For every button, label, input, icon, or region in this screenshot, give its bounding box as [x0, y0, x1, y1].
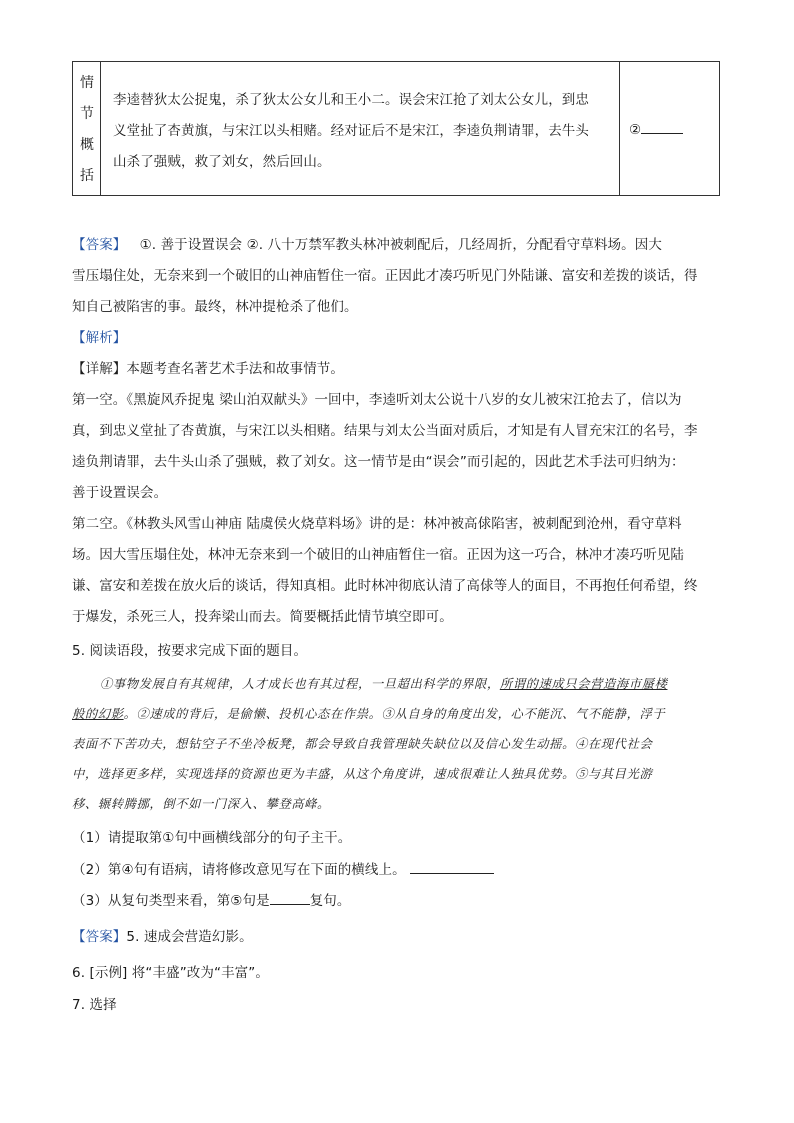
answer-item: 7. 选择	[72, 997, 117, 1013]
answer-text: 5. 速成会营造幻影。	[126, 929, 253, 945]
detail-line	[72, 360, 344, 378]
passage-line	[100, 676, 667, 692]
underlined-text: 所谓的速成只会营造海市蜃楼	[499, 677, 668, 691]
analysis-line: 逵负荆请罪，去牛头山杀了强贼，救了刘女。这一情节是由“误会”而引起的，因此艺术手法可归纳为：	[72, 454, 685, 470]
answer-item: 6. [示例] 将“丰盛”改为“丰富”。	[72, 965, 269, 981]
answer-line	[72, 928, 253, 946]
question-title: 5. 阅读语段，按要求完成下面的题目。	[72, 643, 308, 659]
header-char: 括	[80, 168, 94, 184]
sub-question-text: （2）第④句有语病，请将修改意见写在下面的横线上。	[72, 862, 406, 878]
sub-question	[72, 891, 351, 910]
passage-text: ①事物发展自有其规律，人才成长也有其过程，一旦超出科学的界限，	[100, 677, 500, 691]
sub-question-text: 复句。	[309, 893, 351, 909]
passage-line: 中，选择更多样，实现选择的资源也更为丰盛，从这个角度讲，速成很难让人独具优势。⑤与其目光游	[72, 767, 653, 781]
answer-tag: 【答案】	[72, 929, 127, 945]
sub-question	[72, 860, 494, 879]
table-blank-cell	[620, 62, 719, 195]
answer-blank	[629, 120, 683, 138]
passage-line	[72, 706, 665, 722]
answer-blank	[410, 860, 494, 874]
answer-tag: 【答案】	[72, 237, 127, 253]
header-char: 概	[80, 137, 94, 153]
passage-text: 。②速成的背后，是偷懒、投机心态在作祟。③从自身的角度出发，心不能沉、气不能静，浮于	[123, 707, 666, 721]
analysis-line: 第一空。《黑旋风乔捉鬼 梁山泊双献头》一回中，李逵听刘太公说十八岁的女儿被宋江抢去了，信以为	[72, 392, 682, 408]
answer-line: 雪压塌住处，无奈来到一个破旧的山神庙暂住一宿。正因此才凑巧听见门外陆谦、富安和差拨的谈话，得	[72, 268, 698, 284]
header-char: 情	[80, 75, 94, 91]
sub-question: （1）请提取第①句中画横线部分的句子主干。	[72, 830, 352, 846]
summary-line: 义堂扯了杏黄旗，与宋江以头相赌。经对证后不是宋江，李逵负荆请罪，去牛头	[113, 123, 589, 139]
plot-summary-table	[72, 61, 720, 196]
answer-line: 知自己被陷害的事。最终，林冲提枪杀了他们。	[72, 299, 358, 315]
analysis-line: 谦、富安和差拨在放火后的谈话，得知真相。此时林冲彻底认清了高俅等人的面目，不再抱任何希望，终	[72, 578, 698, 594]
analysis-line: 第二空。《林教头风雪山神庙 陆虞侯火烧草料场》讲的是：林冲被高俅陷害，被刺配到沧州，看守草料	[72, 516, 682, 532]
analysis-line: 真，到忠义堂扯了杏黄旗，与宋江以头相赌。结果与刘太公当面对质后，才知是有人冒充宋江的名号，李	[72, 423, 698, 439]
answer-line	[72, 236, 662, 254]
passage-line: 移、辗转腾挪，倒不如一门深入、攀登高峰。	[72, 797, 330, 811]
underlined-text: 般的幻影	[72, 707, 124, 721]
passage-line: 表面不下苦功夫，想钻空子不坐冷板凳，都会导致自我管理缺失缺位以及信心发生动摇。④在现代社会	[72, 737, 653, 751]
summary-line: 山杀了强贼，救了刘女，然后回山。	[113, 154, 331, 170]
header-char: 节	[80, 106, 94, 122]
sub-question-text: （3）从复句类型来看，第⑤句是	[72, 893, 270, 909]
detail-tag: 【详解】	[72, 361, 127, 377]
answer-blank	[270, 891, 310, 905]
detail-text: 本题考查名著艺术手法和故事情节。	[126, 361, 345, 377]
analysis-line: 善于设置误会。	[72, 485, 168, 501]
table-summary-cell	[101, 62, 620, 195]
analysis-tag: 【解析】	[72, 330, 127, 346]
blank-underline	[641, 120, 683, 134]
answer-text: ①. 善于设置误会 ②. 八十万禁军教头林冲被刺配后，几经周折，分配看守草料场。因大	[139, 237, 662, 253]
analysis-line: 场。因大雪压塌住处，林冲无奈来到一个破旧的山神庙暂住一宿。正因为这一巧合，林冲才凑巧听见陆	[72, 547, 684, 563]
analysis-line: 于爆发，杀死三人，投奔梁山而去。简要概括此情节填空即可。	[72, 609, 453, 625]
table-header-cell	[73, 62, 101, 195]
blank-label: ②	[629, 122, 642, 138]
summary-line: 李逵替狄太公捉鬼，杀了狄太公女儿和王小二。误会宋江抢了刘太公女儿，到忠	[113, 92, 589, 108]
